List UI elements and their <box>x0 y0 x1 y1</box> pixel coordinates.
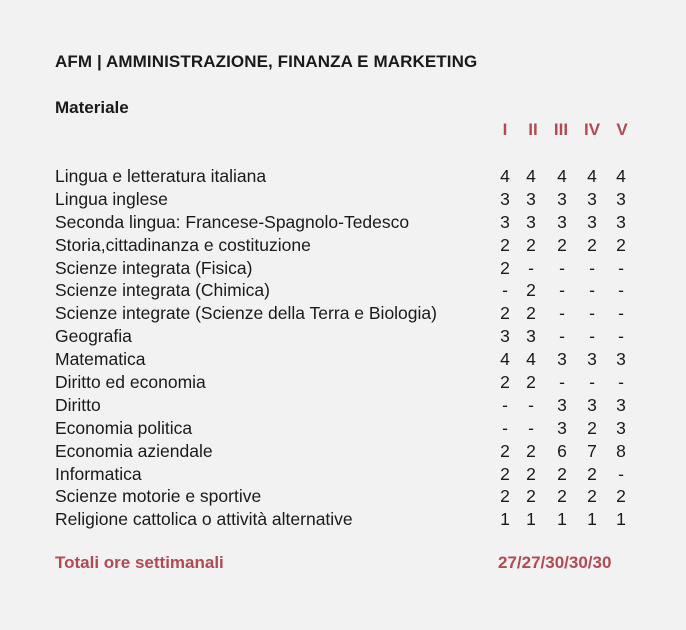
hours-year-5: 3 <box>616 349 626 370</box>
year-headers <box>490 120 640 142</box>
table-row <box>55 348 655 371</box>
hours-year-4: 3 <box>587 211 597 232</box>
hours-year-2: 2 <box>526 440 536 461</box>
hours-year-3: 2 <box>557 463 567 484</box>
hours-year-1: 2 <box>500 486 510 507</box>
hours-year-3: 6 <box>557 440 567 461</box>
table-row <box>55 325 655 348</box>
year-header-2: II <box>528 120 538 139</box>
year-header-4: IV <box>583 120 601 139</box>
hours-year-4: 1 <box>587 509 597 530</box>
subject-name: Storia,cittadinanza e costituzione <box>55 234 311 255</box>
subject-name: Scienze integrata (Chimica) <box>55 280 270 301</box>
hours-year-4: 7 <box>587 440 597 461</box>
hours-year-4: - <box>589 280 595 301</box>
hours-year-1: 2 <box>500 257 510 278</box>
hours-year-1: 4 <box>500 349 510 370</box>
hours-year-3: 2 <box>557 234 567 255</box>
subject-name: Religione cattolica o attività alternative <box>55 509 353 530</box>
hours-year-3: 3 <box>557 188 567 209</box>
table-row <box>55 508 655 531</box>
hours-year-5: - <box>618 326 624 347</box>
hours-year-5: 3 <box>616 417 626 438</box>
table-row <box>55 165 655 188</box>
totals-row <box>55 553 655 577</box>
hours-year-5: 2 <box>616 234 626 255</box>
table-row <box>55 234 655 257</box>
hours-year-1: 3 <box>500 211 510 232</box>
table-row <box>55 440 655 463</box>
hours-year-2: 3 <box>526 326 536 347</box>
year-header-3: III <box>553 120 569 139</box>
hours-year-3: 3 <box>557 394 567 415</box>
subject-name: Matematica <box>55 349 146 370</box>
hours-year-5: 3 <box>616 188 626 209</box>
hours-year-4: 2 <box>587 417 597 438</box>
hours-year-1: 2 <box>500 440 510 461</box>
hours-year-2: 2 <box>526 234 536 255</box>
hours-year-3: 4 <box>557 166 567 186</box>
hours-year-5: - <box>618 280 624 301</box>
subject-name: Lingua inglese <box>55 188 168 209</box>
table-row <box>55 279 655 302</box>
hours-year-4: 2 <box>587 234 597 255</box>
hours-year-5: - <box>618 372 624 393</box>
hours-year-3: 1 <box>557 509 567 530</box>
hours-year-4: - <box>589 372 595 393</box>
subject-name: Geografia <box>55 326 132 347</box>
hours-year-1: 4 <box>500 166 510 186</box>
page-title: AFM | AMMINISTRAZIONE, FINANZA E MARKETING <box>55 52 478 71</box>
hours-year-1: 1 <box>500 509 510 530</box>
hours-year-5: - <box>618 303 624 324</box>
hours-year-2: 2 <box>526 486 536 507</box>
hours-year-1: - <box>502 280 508 301</box>
hours-year-3: - <box>559 257 565 278</box>
hours-year-3: 2 <box>557 486 567 507</box>
totals-label: Totali ore settimanali <box>55 553 224 572</box>
subject-name: Scienze integrate (Scienze della Terra e Biologia) <box>55 303 437 324</box>
table-row <box>55 302 655 325</box>
hours-year-2: 2 <box>526 463 536 484</box>
hours-year-2: - <box>528 417 534 438</box>
hours-year-5: 2 <box>616 486 626 507</box>
hours-year-4: 4 <box>587 166 597 186</box>
hours-year-4: - <box>589 303 595 324</box>
subject-name: Diritto <box>55 394 101 415</box>
section-heading: Materiale <box>55 98 129 117</box>
hours-year-3: 3 <box>557 417 567 438</box>
hours-year-5: 3 <box>616 394 626 415</box>
table-row <box>55 188 655 211</box>
hours-year-1: 2 <box>500 303 510 324</box>
table-row <box>55 463 655 486</box>
hours-year-4: - <box>589 326 595 347</box>
hours-year-4: 3 <box>587 394 597 415</box>
hours-year-1: 3 <box>500 326 510 347</box>
hours-year-2: 2 <box>526 372 536 393</box>
hours-year-5: 4 <box>616 166 626 186</box>
subject-name: Scienze motorie e sportive <box>55 486 262 507</box>
hours-year-2: 3 <box>526 211 536 232</box>
hours-year-4: 3 <box>587 188 597 209</box>
hours-year-2: - <box>528 394 534 415</box>
hours-year-4: 2 <box>587 463 597 484</box>
subject-name: Economia politica <box>55 417 193 438</box>
subject-name: Seconda lingua: Francese-Spagnolo-Tedesco <box>55 211 410 232</box>
hours-year-3: 3 <box>557 211 567 232</box>
hours-year-5: - <box>618 463 624 484</box>
subject-name: Economia aziendale <box>55 440 213 461</box>
table-row <box>55 211 655 234</box>
subject-name: Diritto ed economia <box>55 372 206 393</box>
subject-name: Informatica <box>55 463 142 484</box>
hours-year-3: - <box>559 372 565 393</box>
subject-name: Lingua e letteratura italiana <box>55 166 267 186</box>
hours-year-4: 2 <box>587 486 597 507</box>
hours-year-2: 3 <box>526 188 536 209</box>
totals-value: 27/27/30/30/30 <box>498 553 612 572</box>
subject-name: Scienze integrata (Fisica) <box>55 257 253 278</box>
year-header-5: V <box>616 120 628 139</box>
hours-year-1: - <box>502 394 508 415</box>
hours-year-2: 1 <box>526 509 536 530</box>
hours-year-1: - <box>502 417 508 438</box>
hours-year-1: 3 <box>500 188 510 209</box>
hours-year-3: - <box>559 280 565 301</box>
table-row <box>55 257 655 280</box>
hours-year-3: - <box>559 303 565 324</box>
hours-year-2: 4 <box>526 166 536 186</box>
year-header-1: I <box>502 120 508 139</box>
table-row <box>55 417 655 440</box>
hours-year-2: - <box>528 257 534 278</box>
subjects-table <box>55 165 655 531</box>
hours-year-5: 3 <box>616 211 626 232</box>
hours-year-1: 2 <box>500 463 510 484</box>
hours-year-5: - <box>618 257 624 278</box>
hours-year-4: - <box>589 257 595 278</box>
hours-year-3: 3 <box>557 349 567 370</box>
hours-year-1: 2 <box>500 234 510 255</box>
table-row <box>55 485 655 508</box>
hours-year-3: - <box>559 326 565 347</box>
hours-year-4: 3 <box>587 349 597 370</box>
hours-year-1: 2 <box>500 372 510 393</box>
hours-year-5: 8 <box>616 440 626 461</box>
hours-year-5: 1 <box>616 509 626 530</box>
table-row <box>55 394 655 417</box>
table-row <box>55 371 655 394</box>
hours-year-2: 2 <box>526 303 536 324</box>
hours-year-2: 4 <box>526 349 536 370</box>
hours-year-2: 2 <box>526 280 536 301</box>
